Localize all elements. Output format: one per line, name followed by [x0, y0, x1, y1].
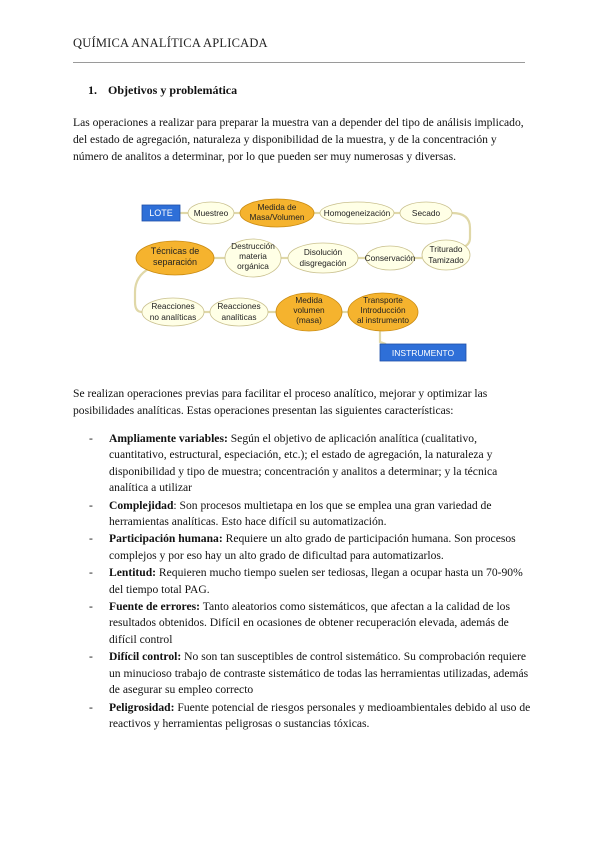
second-paragraph: Se realizan operaciones previas para facilitar el proceso analítico, mejorar y optimizar las posibilidades analíticas. Estas operaciones presentan las siguientes características: — [73, 387, 488, 417]
section-number: 1. — [88, 83, 97, 97]
sample-prep-diagram — [130, 196, 480, 368]
characteristics-list — [73, 431, 531, 733]
node-medida-vol-line2: volumen — [293, 305, 325, 315]
node-medida-masa-line1: Medida de — [257, 202, 297, 212]
bullet-term: Participación humana: — [109, 532, 223, 546]
list-item — [73, 599, 531, 648]
bullet-text: No son tan susceptibles de control sistemático. Su comprobación requiere un minucioso trabajo de contraste sistemático de todas las herramientas utilizadas, además de asegurar su empleo correcto — [109, 650, 529, 697]
bullet-text: Fuente potencial de riesgos personales y medioambientales debido al uso de reactivos y herramientas peligrosas o sustancias tóxicas. — [109, 700, 531, 730]
header-divider — [73, 62, 525, 63]
bullet-term: Lentitud: — [109, 566, 157, 580]
bullet-text: Requiere un alto grado de participación humana. Son procesos complejos y por eso hay un alto grado de dificultad para automatizarlos. — [109, 532, 516, 562]
node-homogeneizacion-label: Homogeneización — [323, 208, 391, 218]
section-heading — [88, 83, 237, 98]
node-reacciones-an-line1: Reacciones — [217, 301, 261, 311]
instrumento-label: INSTRUMENTO — [391, 348, 455, 358]
bullet-term: Peligrosidad: — [109, 700, 175, 714]
list-item — [73, 565, 531, 598]
node-disolucion-line1: Disolución — [303, 247, 343, 257]
section-title: Objetivos y problemática — [108, 83, 238, 97]
node-disolucion-line2: disgregación — [299, 258, 347, 268]
bullet-dash: - — [89, 532, 93, 546]
bullet-term: Difícil control: — [109, 650, 182, 664]
node-destruccion-line2: materia — [239, 251, 267, 261]
node-medida-vol-line3: (masa) — [296, 315, 322, 325]
bullet-dash: - — [89, 432, 93, 445]
node-destruccion-line3: orgánica — [237, 261, 269, 271]
bullet-text: Según el objetivo de aplicación analítica (cualitativo, cuantitativo, estructural, especiación, etc.); el estado de agregación, la naturaleza y disponibilidad y tipo de muestra; concentración y analitos a determinar; y la técnica analítica a utilizar — [109, 432, 498, 495]
list-item — [73, 498, 531, 531]
intro-paragraph: Las operaciones a realizar para preparar la muestra van a depender del tipo de análisis implicado, del estado de agregación, naturaleza y disponibilidad de la muestra, y de la concentración y número de analitos a determinar, por lo que pueden ser muy numerosas y diversas. — [73, 116, 524, 163]
node-triturado-line1: Triturado — [429, 244, 463, 254]
bullet-term: Ampliamente variables: — [109, 432, 228, 445]
node-transporte-line3: al instrumento — [356, 315, 410, 325]
page-header-title: QUÍMICA ANALÍTICA APLICADA — [73, 36, 268, 50]
node-secado-label: Secado — [411, 208, 441, 218]
node-medida-vol-line1: Medida — [295, 295, 323, 305]
list-item — [73, 649, 531, 698]
node-reacciones-no-line2: no analíticas — [149, 312, 197, 322]
list-item — [73, 431, 531, 497]
bullet-term: Complejidad — [109, 498, 174, 512]
bullet-dash: - — [89, 600, 93, 614]
node-triturado-line2: Tamizado — [428, 255, 464, 265]
bullet-dash: - — [89, 566, 93, 580]
node-tecnicas-line2: separación — [152, 257, 198, 267]
bullet-dash: - — [89, 650, 93, 664]
node-tecnicas-line1: Técnicas de — [150, 246, 200, 256]
node-muestreo-label: Muestreo — [193, 208, 229, 218]
bullet-dash: - — [89, 498, 93, 512]
lote-label: LOTE — [149, 208, 173, 218]
node-conservacion-label: Conservación — [364, 253, 416, 263]
node-transporte-line1: Transporte — [363, 295, 403, 305]
list-item — [73, 531, 531, 564]
node-reacciones-no-line1: Reacciones — [151, 301, 195, 311]
bullet-dash: - — [89, 700, 93, 714]
bullet-text: Requieren mucho tiempo suelen ser tediosas, llegan a ocupar hasta un 70-90% del tiempo total PAG. — [109, 566, 523, 596]
bullet-text: : Son procesos multietapa en los que se emplea una gran variedad de herramientas analíticas. Esto hace difícil su automatización. — [109, 498, 492, 529]
bullet-term: Fuente de errores: — [109, 600, 201, 614]
node-destruccion-line1: Destrucción — [231, 241, 275, 251]
bullet-text: Tanto aleatorios como sistemáticos, que afectan a la calidad de los resultados obtenidos. Difícil en ocasiones de obtener recuperación elevada, además de difícil control — [109, 600, 510, 646]
node-reacciones-an-line2: analíticas — [221, 312, 257, 322]
list-item — [73, 700, 531, 733]
node-transporte-line2: Introducción — [360, 305, 406, 315]
node-medida-masa-line2: Masa/Volumen — [249, 212, 305, 222]
